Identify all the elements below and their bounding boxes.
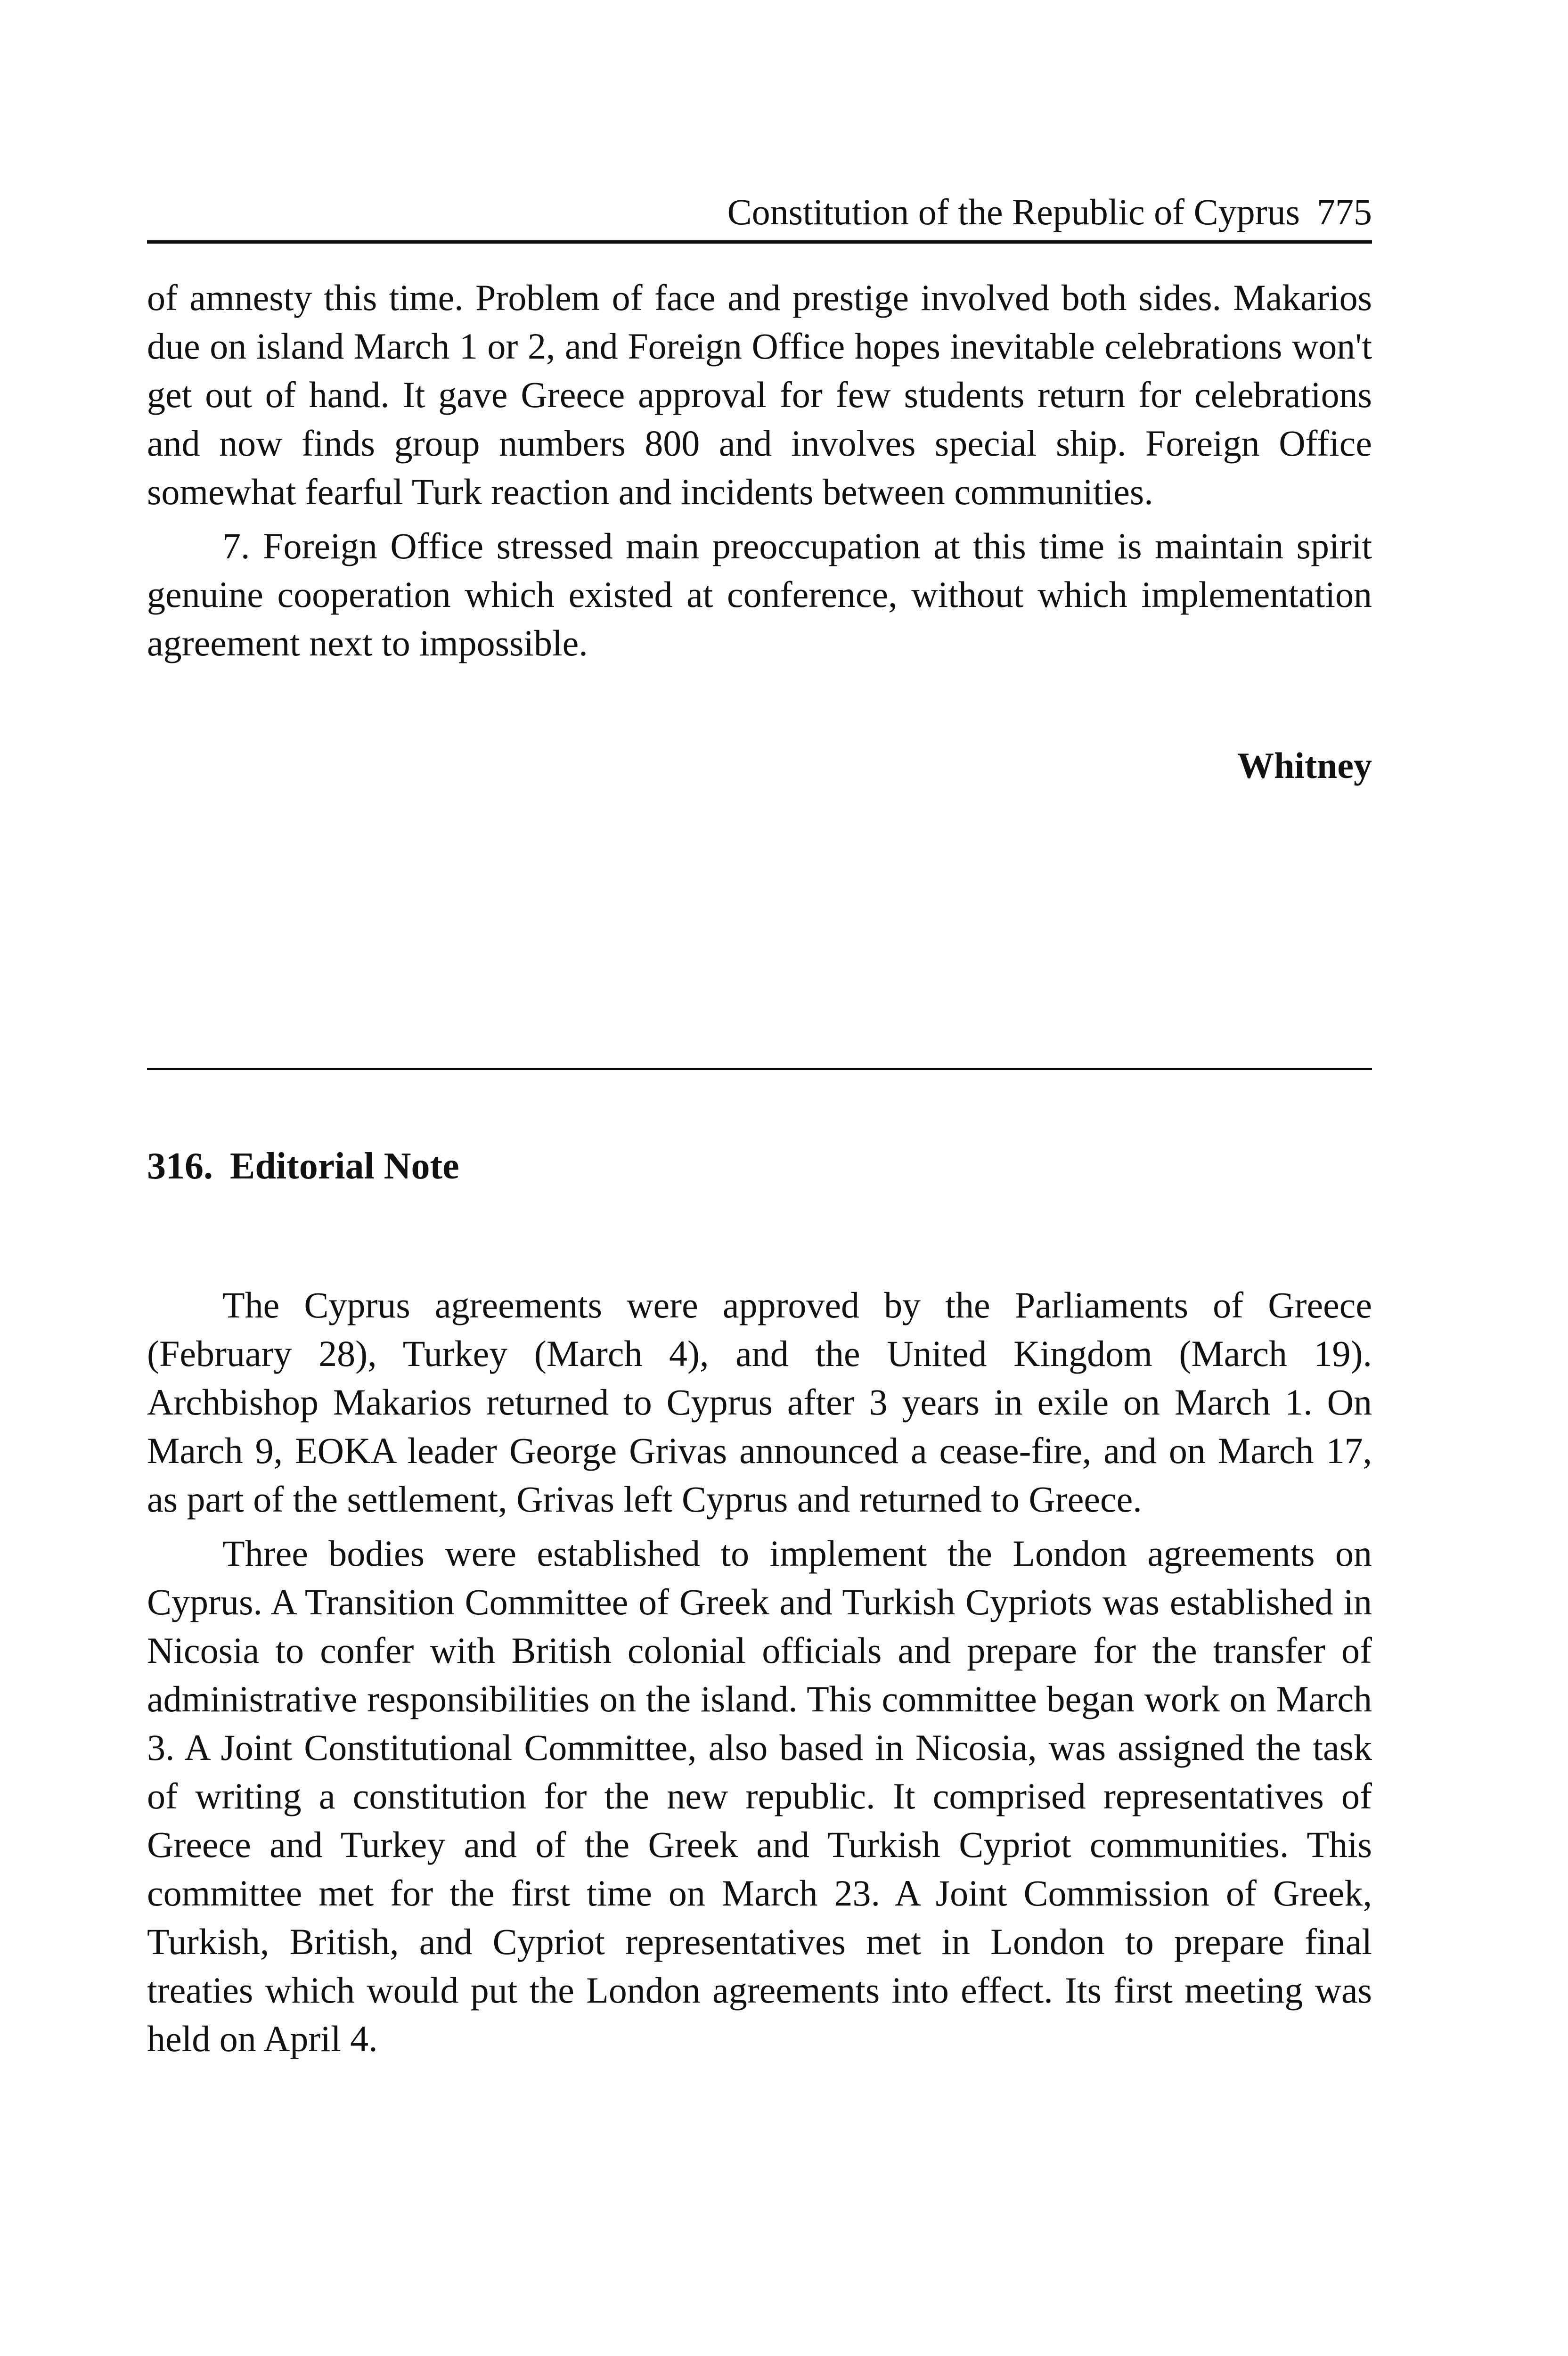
telegram-paragraph-7: 7. Foreign Office stressed main preoccupation at this time is maintain spirit genuine cooperation which existed at conference, without which implementation agreement next to impossible. <box>147 525 1372 663</box>
section-title: Editorial Note <box>230 1145 459 1187</box>
page-number: 775 <box>1317 191 1372 232</box>
editorial-paragraph-1: The Cyprus agreements were approved by the Parliaments of Greece (February 28), Turkey (March 4), and the United Kingdom (March 19). Archbishop Makarios returned to Cyprus after 3 years in exile on March 1. On March 9, EOKA leader George Grivas announced a cease-fire, and on March 17, as part of the settlement, Grivas left Cyprus and returned to Greece. <box>147 1284 1372 1520</box>
running-head-title: Constitution of the Republic of Cyprus <box>727 191 1300 232</box>
section-heading <box>147 1140 1372 1192</box>
editorial-paragraph-2: Three bodies were established to implement the London agreements on Cyprus. A Transition Committee of Greek and Turkish Cypriots was established in Nicosia to confer with British colonial officials and prepare for the transfer of administrative responsibilities on the island. This committee began work on March 3. A Joint Constitutional Committee, also based in Nicosia, was assigned the task of writing a constitution for the new republic. It comprised representatives of Greece and Turkey and of the Greek and Turkish Cypriot communities. This committee met for the first time on March 23. A Joint Commission of Greek, Turkish, British, and Cypriot representatives met in London to prepare final treaties which would put the London agreements into effect. Its first meeting was held on April 4. <box>147 1533 1372 2059</box>
continued-telegram <box>147 273 1372 667</box>
header-rule <box>147 240 1372 244</box>
section-divider <box>147 1068 1372 1070</box>
editorial-note-body <box>147 1281 1372 2063</box>
telegram-paragraph-continued: of amnesty this time. Problem of face and prestige involved both sides. Makarios due on island March 1 or 2, and Foreign Office hopes inevitable celebrations won't get out of hand. It gave Greece approval for few students return for celebrations and now finds group numbers 800 and involves special ship. Foreign Office somewhat fearful Turk reaction and incidents between communities. <box>147 277 1372 512</box>
signature: Whitney <box>1237 745 1372 786</box>
document-number: 316. <box>147 1145 213 1187</box>
running-head <box>147 186 1372 238</box>
